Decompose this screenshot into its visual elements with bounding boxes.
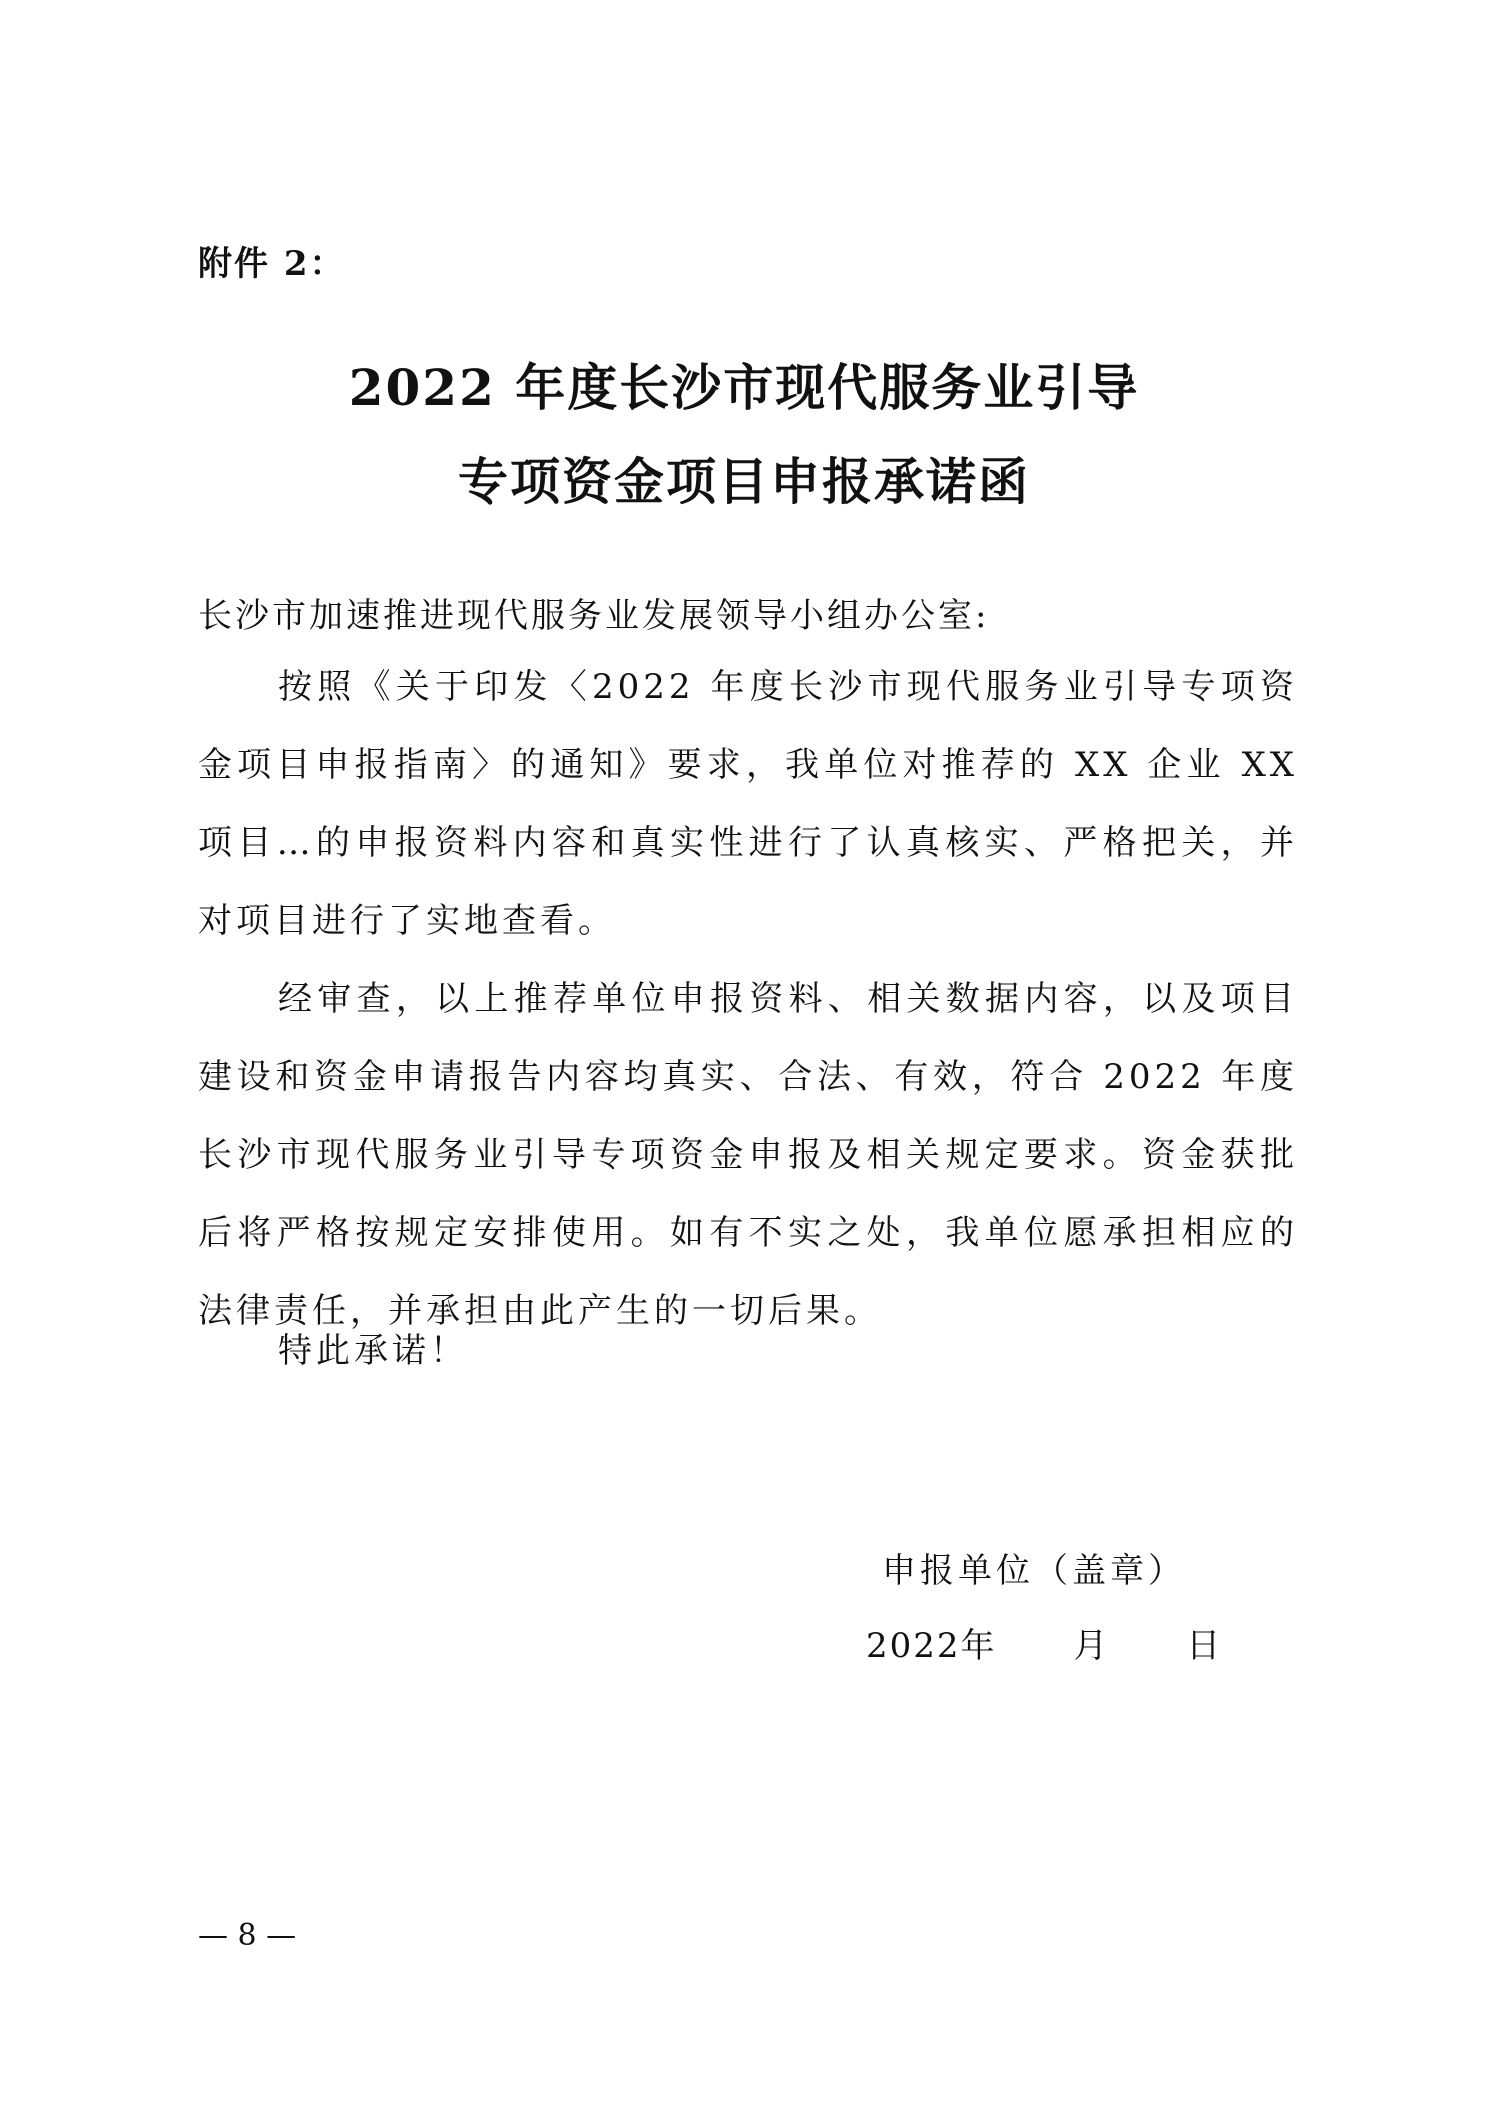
body-paragraph-1: 按照《关于印发〈2022 年度长沙市现代服务业引导专项资金项目申报指南〉的通知》要求，我单位对推荐的 XX 企业 XX 项目…的申报资料内容和真实性进行了认真核实、严格把关，并对项目进行了实地查看。: [198, 667, 1298, 941]
signature-date: 2022年 月 日: [866, 1626, 1223, 1666]
closing-statement: 特此承诺！: [278, 1331, 468, 1371]
document-title-line-2: 专项资金项目申报承诺函: [458, 452, 1030, 511]
salutation: 长沙市加速推进现代服务业发展领导小组办公室:: [198, 596, 990, 636]
body-paragraph-2: 经审查，以上推荐单位申报资料、相关数据内容，以及项目建设和资金申请报告内容均真实、合法、有效，符合 2022 年度长沙市现代服务业引导专项资金申报及相关规定要求。资金获批后将严格按规定安排使用。如有不实之处，我单位愿承担相应的法律责任，并承担由此产生的一切后果。: [198, 979, 1298, 1331]
attachment-label: 附件 2：: [198, 244, 346, 284]
signature-unit: 申报单位（盖章）: [882, 1551, 1186, 1591]
page-number: — 8 —: [198, 1918, 297, 1953]
document-title-line-1: 2022 年度长沙市现代服务业引导: [348, 358, 1140, 417]
